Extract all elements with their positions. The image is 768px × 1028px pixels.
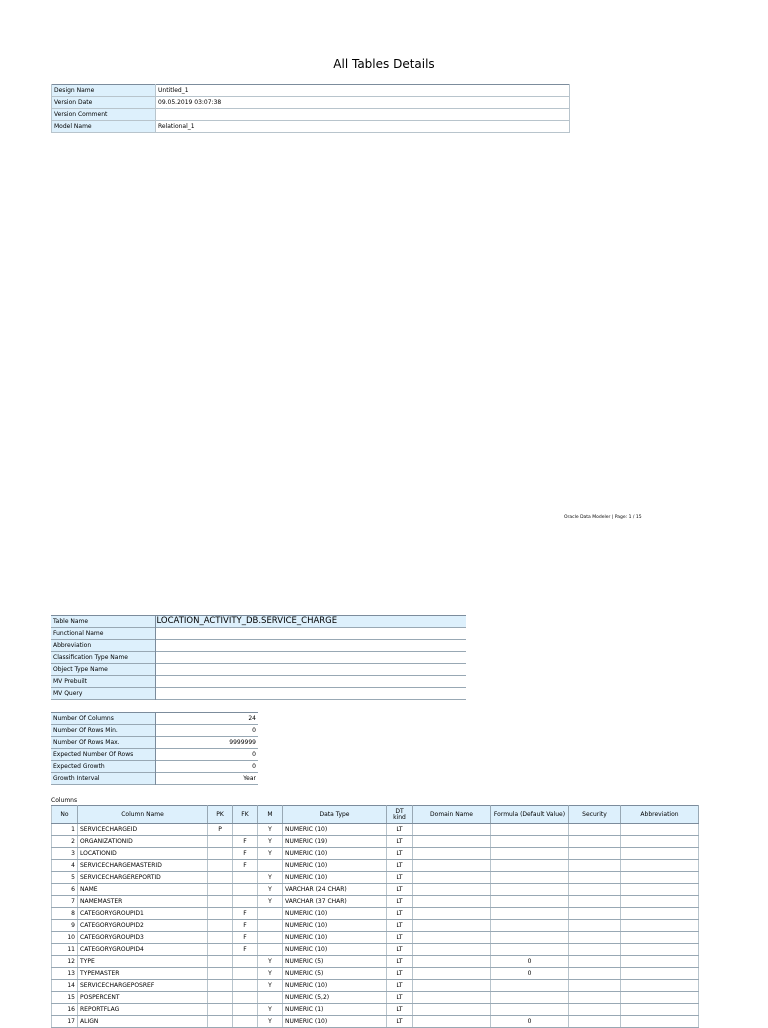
column-mandatory: Y (258, 884, 283, 896)
table-row (52, 908, 699, 920)
header-data-type: Data Type (283, 806, 387, 824)
column-no: 3 (52, 848, 78, 860)
column-domain (413, 1016, 491, 1028)
column-formula (491, 1004, 569, 1016)
header-security: Security (569, 806, 621, 824)
column-abbreviation (621, 932, 699, 944)
column-formula (491, 920, 569, 932)
column-formula (491, 980, 569, 992)
column-mandatory (258, 932, 283, 944)
column-name: SERVICECHARGEMASTERID (78, 860, 208, 872)
table-row (52, 992, 699, 1004)
table-row (52, 1016, 699, 1028)
column-mandatory (258, 944, 283, 956)
column-dt-kind: LT (387, 1016, 413, 1028)
column-pk: P (208, 824, 233, 836)
table-info-row-value (155, 664, 466, 676)
column-mandatory: Y (258, 824, 283, 836)
column-domain (413, 956, 491, 968)
columns-caption: Columns (51, 797, 78, 804)
column-formula (491, 908, 569, 920)
column-mandatory: Y (258, 836, 283, 848)
column-abbreviation (621, 836, 699, 848)
column-no: 17 (52, 1016, 78, 1028)
table-info-row-value (155, 676, 466, 688)
table-info-row (51, 676, 466, 688)
column-no: 8 (52, 908, 78, 920)
design-info-row-label: Design Name (52, 85, 156, 97)
column-pk (208, 944, 233, 956)
column-formula (491, 992, 569, 1004)
table-row (52, 968, 699, 980)
column-abbreviation (621, 848, 699, 860)
column-mandatory (258, 908, 283, 920)
column-name: CATEGORYGROUPID3 (78, 932, 208, 944)
column-domain (413, 896, 491, 908)
table-info-row-value (155, 640, 466, 652)
table-row (52, 1004, 699, 1016)
table-stats-row-value: 9999999 (229, 739, 256, 746)
column-no: 7 (52, 896, 78, 908)
column-no: 1 (52, 824, 78, 836)
header-m: M (258, 806, 283, 824)
column-mandatory: Y (258, 848, 283, 860)
table-stats-row-value: 0 (252, 763, 256, 770)
column-no: 12 (52, 956, 78, 968)
table-info-row-value (155, 652, 466, 664)
design-info-row-value (156, 109, 570, 121)
column-pk (208, 956, 233, 968)
column-formula (491, 836, 569, 848)
column-data-type: NUMERIC (10) (283, 908, 387, 920)
column-security (569, 896, 621, 908)
columns-header-row (52, 806, 699, 824)
column-pk (208, 932, 233, 944)
column-dt-kind: LT (387, 1004, 413, 1016)
column-domain (413, 872, 491, 884)
column-fk: F (233, 836, 258, 848)
table-info-row-label: MV Prebuilt (51, 676, 155, 688)
design-info-row (52, 109, 570, 121)
column-security (569, 836, 621, 848)
column-security (569, 824, 621, 836)
column-pk (208, 1004, 233, 1016)
column-dt-kind: LT (387, 860, 413, 872)
column-data-type: NUMERIC (10) (283, 872, 387, 884)
design-info-row-value: Relational_1 (156, 121, 570, 133)
column-abbreviation (621, 896, 699, 908)
column-domain (413, 848, 491, 860)
column-name: CATEGORYGROUPID2 (78, 920, 208, 932)
column-pk (208, 908, 233, 920)
table-stats-row-value: 24 (248, 715, 256, 722)
column-formula: 0 (491, 956, 569, 968)
column-security (569, 932, 621, 944)
column-fk (233, 884, 258, 896)
column-no: 6 (52, 884, 78, 896)
column-no: 11 (52, 944, 78, 956)
column-security (569, 860, 621, 872)
column-data-type: NUMERIC (10) (283, 860, 387, 872)
table-stats-row-value: Year (243, 775, 256, 782)
table-row (52, 824, 699, 836)
column-data-type: VARCHAR (37 CHAR) (283, 896, 387, 908)
column-formula (491, 932, 569, 944)
column-formula (491, 884, 569, 896)
column-name: TYPE (78, 956, 208, 968)
column-abbreviation (621, 968, 699, 980)
column-dt-kind: LT (387, 944, 413, 956)
column-dt-kind: LT (387, 824, 413, 836)
column-mandatory: Y (258, 872, 283, 884)
column-abbreviation (621, 956, 699, 968)
column-dt-kind: LT (387, 968, 413, 980)
column-mandatory: Y (258, 956, 283, 968)
column-formula (491, 872, 569, 884)
column-pk (208, 860, 233, 872)
design-info-row (52, 97, 570, 109)
design-info-row-label: Version Comment (52, 109, 156, 121)
column-no: 10 (52, 932, 78, 944)
column-fk (233, 896, 258, 908)
table-stats-row-label: Growth Interval (51, 773, 155, 785)
column-pk (208, 896, 233, 908)
column-name: TYPEMASTER (78, 968, 208, 980)
column-domain (413, 884, 491, 896)
column-security (569, 884, 621, 896)
table-stats-row (51, 737, 258, 749)
column-dt-kind: LT (387, 956, 413, 968)
table-stats-row (51, 761, 258, 773)
column-domain (413, 824, 491, 836)
column-dt-kind: LT (387, 872, 413, 884)
column-formula (491, 848, 569, 860)
table-stats-row-label: Expected Number Of Rows (51, 749, 155, 761)
table-row (52, 896, 699, 908)
column-fk: F (233, 944, 258, 956)
column-dt-kind: LT (387, 836, 413, 848)
table-info-row (51, 688, 466, 700)
column-formula (491, 944, 569, 956)
header-dt-kind: DT kind (387, 806, 413, 824)
design-info-row-value: 09.05.2019 03:07:38 (156, 97, 570, 109)
table-info-row (51, 640, 466, 652)
table-stats-row-label: Expected Growth (51, 761, 155, 773)
column-security (569, 956, 621, 968)
table-info-row-value (155, 688, 466, 700)
table-stats-row-value: 0 (252, 751, 256, 758)
column-domain (413, 908, 491, 920)
column-name: LOCATIONID (78, 848, 208, 860)
column-fk (233, 956, 258, 968)
column-dt-kind: LT (387, 920, 413, 932)
column-formula (491, 824, 569, 836)
column-fk: F (233, 860, 258, 872)
column-domain (413, 980, 491, 992)
column-name: SERVICECHARGEREPORTID (78, 872, 208, 884)
column-name: SERVICECHARGEPOSREF (78, 980, 208, 992)
column-no: 14 (52, 980, 78, 992)
column-abbreviation (621, 920, 699, 932)
column-mandatory: Y (258, 980, 283, 992)
column-security (569, 1016, 621, 1028)
header-pk: PK (208, 806, 233, 824)
column-domain (413, 992, 491, 1004)
column-dt-kind: LT (387, 992, 413, 1004)
column-pk (208, 884, 233, 896)
column-abbreviation (621, 944, 699, 956)
header-abbreviation: Abbreviation (621, 806, 699, 824)
column-security (569, 980, 621, 992)
column-data-type: NUMERIC (10) (283, 944, 387, 956)
column-security (569, 920, 621, 932)
table-stats-row-label: Number Of Columns (51, 713, 155, 725)
column-pk (208, 980, 233, 992)
table-row (52, 848, 699, 860)
column-fk (233, 1004, 258, 1016)
column-formula (491, 896, 569, 908)
column-domain (413, 1004, 491, 1016)
table-row (52, 872, 699, 884)
table-row (52, 884, 699, 896)
column-security (569, 944, 621, 956)
header-domain-name: Domain Name (413, 806, 491, 824)
column-no: 5 (52, 872, 78, 884)
column-security (569, 872, 621, 884)
column-fk: F (233, 920, 258, 932)
column-pk (208, 968, 233, 980)
column-no: 13 (52, 968, 78, 980)
table-stats-table (51, 712, 258, 785)
table-stats-row (51, 725, 258, 737)
table-row (52, 944, 699, 956)
table-info-row-label: Object Type Name (51, 664, 155, 676)
table-info-row-label: Functional Name (51, 628, 155, 640)
page-title: All Tables Details (333, 57, 435, 71)
column-domain (413, 920, 491, 932)
column-formula (491, 860, 569, 872)
column-security (569, 968, 621, 980)
column-abbreviation (621, 860, 699, 872)
table-info-row (51, 664, 466, 676)
table-stats-row-label: Number Of Rows Max. (51, 737, 155, 749)
page-footer: Oracle Data Modeler | Page: 1 / 15 (564, 515, 642, 520)
column-abbreviation (621, 884, 699, 896)
column-abbreviation (621, 908, 699, 920)
column-mandatory: Y (258, 1016, 283, 1028)
column-no: 2 (52, 836, 78, 848)
header-no: No (52, 806, 78, 824)
column-fk (233, 1016, 258, 1028)
column-name: CATEGORYGROUPID1 (78, 908, 208, 920)
column-data-type: NUMERIC (10) (283, 932, 387, 944)
table-info-row-label: Abbreviation (51, 640, 155, 652)
column-abbreviation (621, 872, 699, 884)
column-fk (233, 872, 258, 884)
column-abbreviation (621, 1016, 699, 1028)
column-name: ALIGN (78, 1016, 208, 1028)
columns-table (51, 805, 699, 1028)
header-formula: Formula (Default Value) (491, 806, 569, 824)
column-security (569, 908, 621, 920)
column-dt-kind: LT (387, 896, 413, 908)
column-domain (413, 932, 491, 944)
column-security (569, 1004, 621, 1016)
table-info-row-label: Table Name (51, 616, 155, 628)
column-data-type: NUMERIC (1) (283, 1004, 387, 1016)
column-data-type: NUMERIC (10) (283, 1016, 387, 1028)
table-info-table (51, 615, 466, 700)
column-security (569, 848, 621, 860)
column-data-type: NUMERIC (10) (283, 920, 387, 932)
column-domain (413, 836, 491, 848)
column-abbreviation (621, 980, 699, 992)
column-name: NAMEMASTER (78, 896, 208, 908)
header-fk: FK (233, 806, 258, 824)
column-no: 15 (52, 992, 78, 1004)
column-data-type: VARCHAR (24 CHAR) (283, 884, 387, 896)
column-data-type: NUMERIC (5) (283, 956, 387, 968)
table-info-row-value: LOCATION_ACTIVITY_DB.SERVICE_CHARGE (155, 616, 466, 628)
table-row (52, 956, 699, 968)
column-pk (208, 872, 233, 884)
table-stats-row (51, 713, 258, 725)
header-column-name: Column Name (78, 806, 208, 824)
column-pk (208, 992, 233, 1004)
column-name: CATEGORYGROUPID4 (78, 944, 208, 956)
table-row (52, 860, 699, 872)
column-name: REPORTFLAG (78, 1004, 208, 1016)
design-info-row-value: Untitled_1 (156, 85, 570, 97)
column-fk (233, 992, 258, 1004)
column-security (569, 992, 621, 1004)
table-stats-row-value: 0 (252, 727, 256, 734)
design-info-table (51, 84, 570, 133)
column-domain (413, 944, 491, 956)
table-stats-row (51, 749, 258, 761)
column-fk: F (233, 848, 258, 860)
column-mandatory: Y (258, 896, 283, 908)
column-data-type: NUMERIC (10) (283, 980, 387, 992)
column-fk: F (233, 908, 258, 920)
column-abbreviation (621, 824, 699, 836)
table-info-row-label: MV Query (51, 688, 155, 700)
column-domain (413, 968, 491, 980)
column-data-type: NUMERIC (19) (283, 836, 387, 848)
design-info-row (52, 121, 570, 133)
table-row (52, 932, 699, 944)
column-name: ORGANIZATIONID (78, 836, 208, 848)
column-fk (233, 980, 258, 992)
design-info-row-label: Model Name (52, 121, 156, 133)
column-mandatory (258, 860, 283, 872)
column-formula: 0 (491, 1016, 569, 1028)
column-data-type: NUMERIC (10) (283, 824, 387, 836)
column-abbreviation (621, 992, 699, 1004)
column-pk (208, 920, 233, 932)
column-no: 4 (52, 860, 78, 872)
table-info-row (51, 616, 466, 628)
column-mandatory (258, 992, 283, 1004)
column-fk (233, 968, 258, 980)
column-no: 9 (52, 920, 78, 932)
table-info-row-label: Classification Type Name (51, 652, 155, 664)
column-mandatory: Y (258, 1004, 283, 1016)
table-stats-row-label: Number Of Rows Min. (51, 725, 155, 737)
column-pk (208, 836, 233, 848)
column-no: 16 (52, 1004, 78, 1016)
column-abbreviation (621, 1004, 699, 1016)
table-row (52, 836, 699, 848)
column-data-type: NUMERIC (10) (283, 848, 387, 860)
table-info-row-value (155, 628, 466, 640)
column-data-type: NUMERIC (5) (283, 968, 387, 980)
table-row (52, 980, 699, 992)
column-dt-kind: LT (387, 848, 413, 860)
column-pk (208, 1016, 233, 1028)
column-mandatory: Y (258, 968, 283, 980)
table-info-row (51, 652, 466, 664)
table-row (52, 920, 699, 932)
table-info-row (51, 628, 466, 640)
column-dt-kind: LT (387, 980, 413, 992)
column-dt-kind: LT (387, 884, 413, 896)
column-dt-kind: LT (387, 908, 413, 920)
table-stats-row (51, 773, 258, 785)
column-dt-kind: LT (387, 932, 413, 944)
column-mandatory (258, 920, 283, 932)
column-pk (208, 848, 233, 860)
column-data-type: NUMERIC (5,2) (283, 992, 387, 1004)
design-info-row-label: Version Date (52, 97, 156, 109)
column-formula: 0 (491, 968, 569, 980)
column-name: NAME (78, 884, 208, 896)
design-info-row (52, 85, 570, 97)
column-fk (233, 824, 258, 836)
column-fk: F (233, 932, 258, 944)
column-name: SERVICECHARGEID (78, 824, 208, 836)
column-domain (413, 860, 491, 872)
column-name: POSPERCENT (78, 992, 208, 1004)
